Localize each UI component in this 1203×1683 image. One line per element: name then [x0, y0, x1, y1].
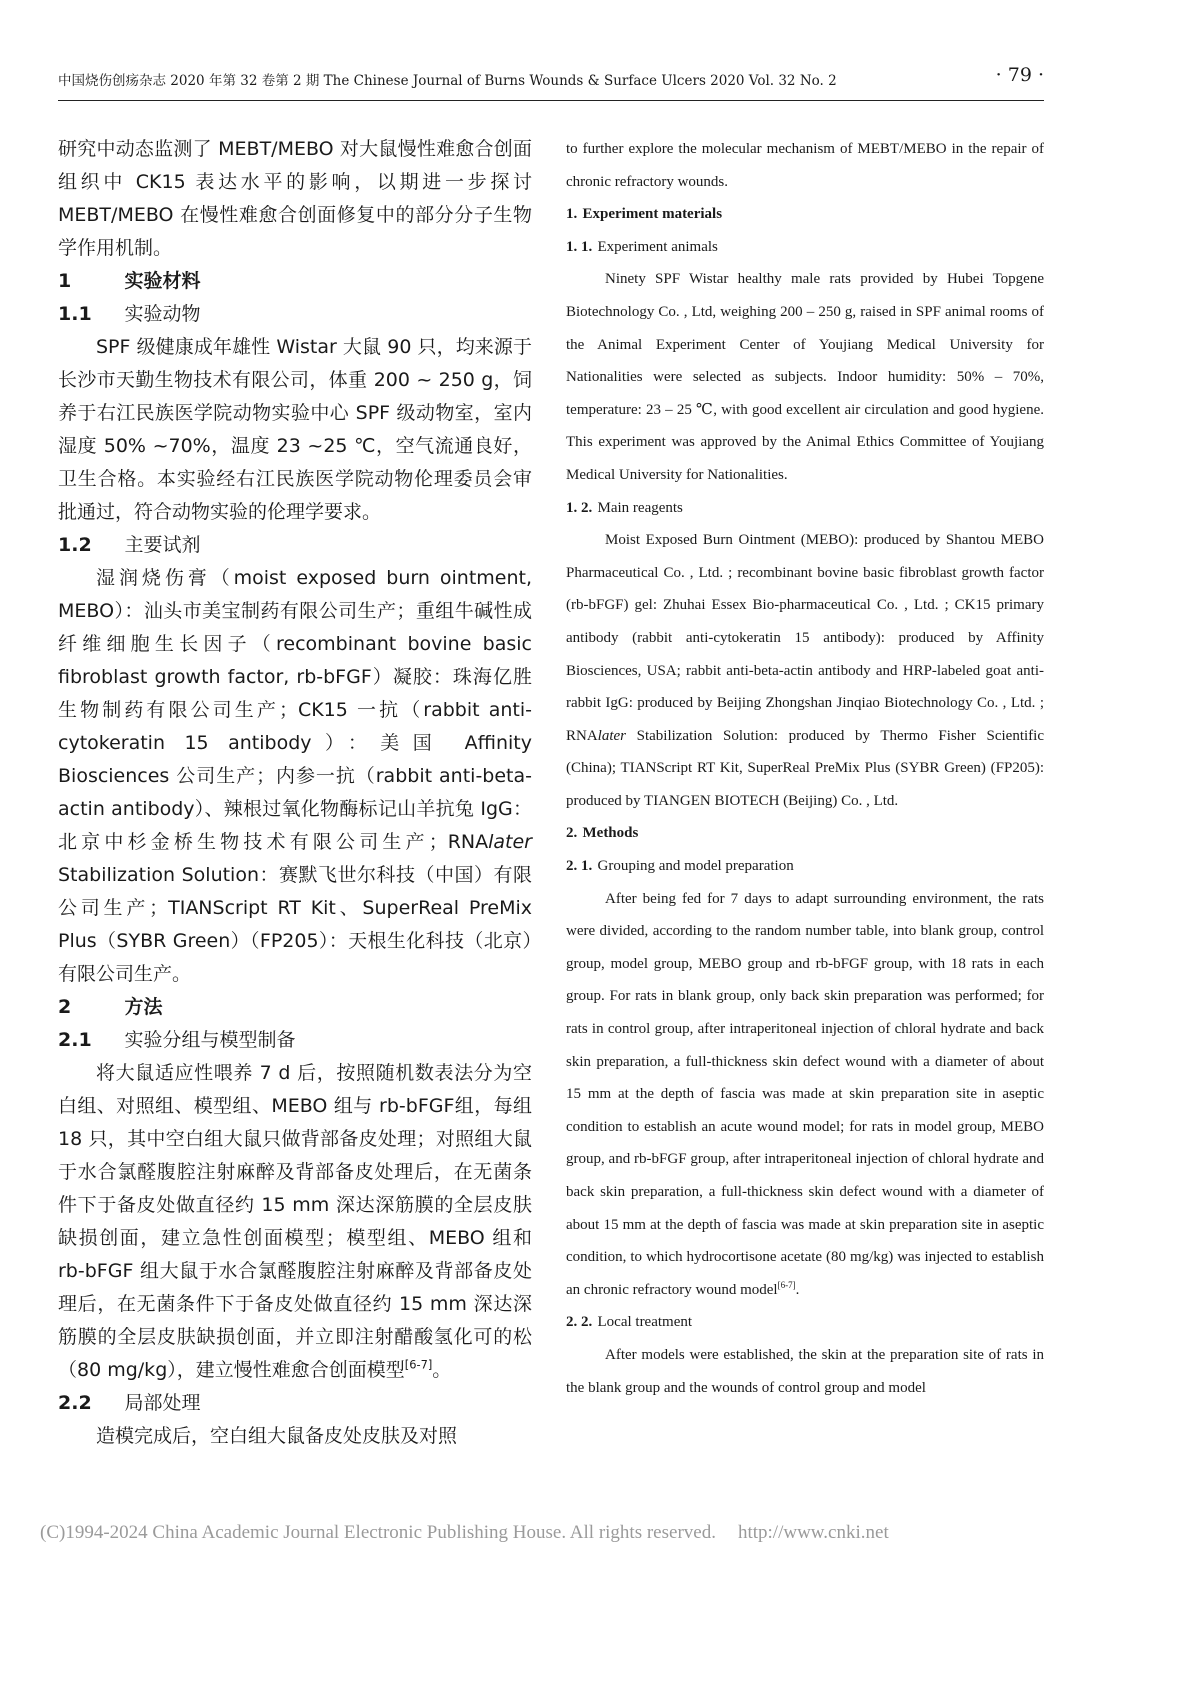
en-section-1-1-heading — [566, 231, 1044, 264]
en-treatment-paragraph: After models were established, the skin at the preparation site of rats in the blank group and the wounds of control group and model — [566, 1346, 1044, 1396]
cn-section-2-heading — [58, 991, 532, 1024]
copyright-footer — [40, 1522, 1140, 1544]
chinese-column — [58, 133, 532, 1453]
en-section-2-2-heading — [566, 1306, 1044, 1339]
citation-reference: [6-7] — [777, 1279, 796, 1290]
section-number: 2. — [566, 825, 578, 842]
grouping-text: 将大鼠适应性喂养 7 d 后，按照随机数表法分为空白组、对照组、模型组、MEBO 组与 rb-bFGF组，每组 18 只，其中空白组大鼠只做背部备皮处理；对照组大鼠于水合氯醛腹腔注射麻醉及背部备皮处理后，在无菌条件下于备皮处做直径约 15 mm 深达深筋膜的全层皮肤缺损创面，建立急性创面模型；模型组、MEBO 组和 rb-bFGF 组大鼠于水合氯醛腹腔注射麻醉及背部备皮处理后，在无菌条件下于备皮处做直径约 15 mm 深达深筋膜的全层皮肤缺损创面，并立即注射醋酸氢化可的松（80 mg/kg），建立慢性难愈合创面模型 — [58, 1062, 532, 1381]
section-title: 方法 — [124, 996, 163, 1018]
section-number: 2.2 — [58, 1392, 92, 1414]
copyright-text: (C)1994-2024 China Academic Journal Electronic Publishing House. All rights reserved. — [40, 1522, 716, 1543]
section-number: 2. 2. — [566, 1314, 593, 1331]
en-section-2-1-heading — [566, 850, 1044, 883]
en-grouping-paragraph — [566, 883, 1044, 1307]
section-number: 1. 1. — [566, 238, 593, 255]
cn-reagents-paragraph — [58, 562, 532, 991]
reagents-text-part: Stabilization Solution：赛默飞世尔科技（中国）有限公司生产；TIANScript RT Kit、SuperReal PreMix Plus（SYBR Green）（FP205）：天根生化科技（北京）有限公司生产。 — [58, 864, 532, 985]
section-number: 2 — [58, 996, 72, 1018]
en-section-2-heading — [566, 817, 1044, 850]
reagents-text-part: Stabilization Solution: produced by Thermo Fisher Scientific (China); TIANScript RT Kit, SuperReal PreMix Plus (SYBR Green) (FP205): produced by TIANGEN BIOTECH (Beijing) Co. , Ltd. — [566, 727, 1044, 809]
journal-citation: 中国烧伤创疡杂志 2020 年第 32 卷第 2 期 The Chinese Journal of Burns Wounds & Surface Ulcers 2020 Vol. 32 No. 2 — [58, 73, 837, 89]
english-column — [566, 133, 1044, 1404]
section-title: 实验分组与模型制备 — [124, 1029, 296, 1051]
section-title: 实验动物 — [124, 303, 201, 325]
cn-intro-paragraph: 研究中动态监测了 MEBT/MEBO 对大鼠慢性难愈合创面组织中 CK15 表达水平的影响，以期进一步探讨 MEBT/MEBO 在慢性难愈合创面修复中的部分分子生物学作用机制。 — [58, 138, 532, 259]
sentence-end: 。 — [432, 1359, 452, 1381]
section-title: 实验材料 — [124, 270, 201, 292]
reagents-text-part: 湿润烧伤膏（moist exposed burn ointment, MEBO）：汕头市美宝制药有限公司生产；重组牛碱性成纤维细胞生长因子（recombinant bovine basic fibroblast growth factor, rb-bFGF）凝胶：珠海亿胜生物制药有限公司生产；CK15 一抗（rabbit anti-cytokeratin 15 antibody）：美国 Affinity Biosciences 公司生产；内参一抗（rabbit anti-beta-actin antibody）、辣根过氧化物酶标记山羊抗兔 IgG：北京中杉金桥生物技术有限公司生产；RNA — [58, 567, 532, 853]
section-title: 局部处理 — [124, 1392, 201, 1414]
running-header — [58, 64, 1044, 94]
footer-url[interactable]: http://www.cnki.net — [737, 1522, 889, 1543]
header-rule — [58, 100, 1044, 101]
en-animals-paragraph: Ninety SPF Wistar healthy male rats provided by Hubei Topgene Biotechnology Co. , Ltd, weighing 200 – 250 g, raised in SPF animal rooms of the Animal Experiment Center of Youjiang Medical University for Nationalities were selected as subjects. Indoor humidity: 50% – 70%, temperature: 23 – 25 ℃, with good excellent air circulation and good hygiene. This experiment was approved by the Animal Ethics Committee of Youjiang Medical University for Nationalities. — [566, 271, 1044, 483]
cn-section-2-2-heading — [58, 1387, 532, 1420]
section-number: 1. 2. — [566, 499, 593, 516]
section-number: 2.1 — [58, 1029, 92, 1051]
cn-animals-paragraph: SPF 级健康成年雄性 Wistar 大鼠 90 只，均来源于长沙市天勤生物技术有限公司，体重 200 ~ 250 g，饲养于右江民族医学院动物实验中心 SPF 级动物室，室内湿度 50% ~70%，温度 23 ~25 ℃，空气流通良好，卫生合格。本实验经右江民族医学院动物伦理委员会审批通过，符合动物实验的伦理学要求。 — [58, 336, 532, 523]
sentence-end: . — [795, 1281, 800, 1298]
section-title: Main reagents — [597, 499, 683, 516]
cn-section-1-2-heading — [58, 529, 532, 562]
reagents-text-part: Moist Exposed Burn Ointment (MEBO): produced by Shantou MEBO Pharmaceutical Co. , Ltd. ; recombinant bovine basic fibroblast growth factor (rb-bFGF) gel: Zhuhai Essex Bio-pharmaceutical Co. , Ltd. ; CK15 primary antibody (rabbit anti-cytokeratin 15 antibody): produced by Affinity Biosciences, USA; rabbit anti-beta-actin antibody and HRP-labeled goat anti-rabbit IgG: produced by Beijing Zhongshan Jinqiao Biotechnology Co. , Ltd. ; RNA — [566, 532, 1044, 744]
section-title: Methods — [582, 825, 639, 842]
reagents-italic-term: later — [488, 831, 532, 853]
cn-section-1-1-heading — [58, 298, 532, 331]
cn-section-2-1-heading — [58, 1024, 532, 1057]
section-title: 主要试剂 — [124, 534, 201, 556]
cn-grouping-paragraph — [58, 1057, 532, 1387]
section-number: 2. 1. — [566, 858, 593, 875]
section-title: Experiment animals — [597, 238, 718, 255]
section-number: 1.1 — [58, 303, 92, 325]
section-title: Grouping and model preparation — [597, 858, 794, 875]
en-reagents-paragraph — [566, 524, 1044, 817]
en-section-1-heading — [566, 198, 1044, 231]
section-number: 1 — [58, 270, 72, 292]
en-intro-paragraph: to further explore the molecular mechanism of MEBT/MEBO in the repair of chronic refractory wounds. — [566, 141, 1044, 190]
grouping-text: After being fed for 7 days to adapt surrounding environment, the rats were divided, according to the random number table, into blank group, control group, model group, MEBO group and rb-bFGF group, with 18 rats in each group. For rats in blank group, only back skin preparation was performed; for rats in control group, after intraperitoneal injection of chloral hydrate and back skin preparation, a full-thickness skin defect wound with a diameter of about 15 mm at the depth of fascia was made at skin preparation site in aseptic condition to establish an acute wound model; for rats in model group, MEBO group, and rb-bFGF group, after intraperitoneal injection of chloral hydrate and back skin preparation, a full-thickness skin defect wound with a diameter of about 15 mm at the depth of fascia was made at skin preparation site in aseptic condition, to which hydrocortisone acetate (80 mg/kg) was injected to establish an chronic refractory wound model — [566, 890, 1044, 1298]
en-section-1-2-heading — [566, 492, 1044, 525]
cn-section-1-heading — [58, 265, 532, 298]
page-number: · 79 · — [995, 64, 1044, 86]
section-number: 1. — [566, 206, 578, 223]
citation-reference: [6-7] — [404, 1357, 433, 1372]
section-title: Local treatment — [597, 1314, 693, 1331]
section-title: Experiment materials — [582, 206, 723, 223]
cn-treatment-paragraph: 造模完成后，空白组大鼠备皮处皮肤及对照 — [96, 1425, 458, 1447]
reagents-italic-term: later — [597, 727, 627, 744]
section-number: 1.2 — [58, 534, 92, 556]
